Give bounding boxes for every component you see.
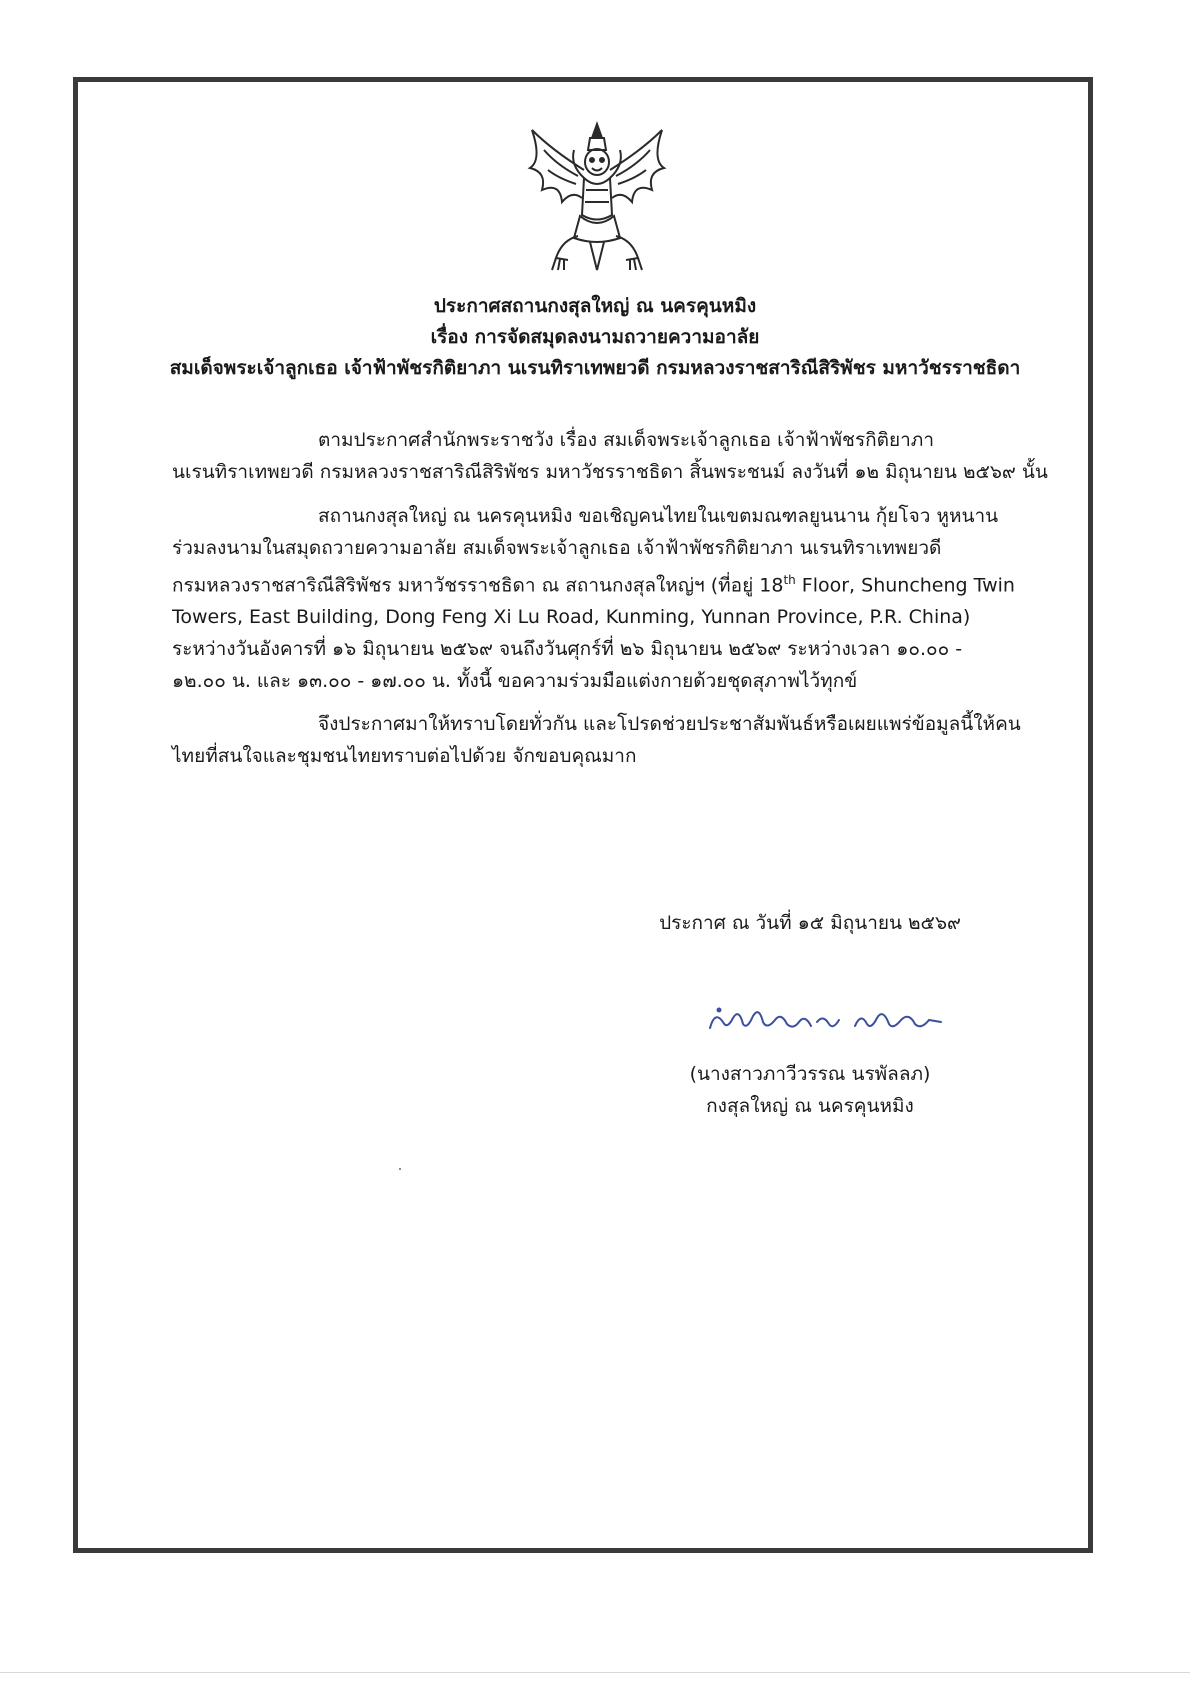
paragraph-line: ๑๒.๐๐ น. และ ๑๓.๐๐ - ๑๗.๐๐ น. ทั้งนี้ ขอความร่วมมือแต่งกายด้วยชุดสุภาพไว้ทุกข์ bbox=[172, 670, 858, 693]
paragraph-closing bbox=[172, 708, 1052, 772]
paragraph-invitation bbox=[172, 500, 1052, 697]
paragraph-line: จึงประกาศมาให้ทราบโดยทั่วกัน และโปรดช่วยประชาสัมพันธ์หรือเผยแพร่ข้อมูลนี้ให้คน bbox=[318, 713, 1021, 735]
ordinal-suffix: th bbox=[783, 573, 796, 587]
announcement-subject: เรื่อง การจัดสมุดลงนามถวายความอาลัย bbox=[430, 326, 760, 348]
handwritten-signature bbox=[705, 1000, 955, 1040]
signer-name: (นางสาวภาวีวรรณ นรพัลลภ) bbox=[689, 1063, 931, 1085]
paragraph-line: นเรนทิราเทพยวดี กรมหลวงราชสาริณีสิริพัชร มหาวัชรราชธิดา สิ้นพระชนม์ ลงวันที่ ๑๒ มิถุนายน ๒๕๖๙ นั้น bbox=[172, 461, 1048, 483]
announcement-date: ประกาศ ณ วันที่ ๑๕ มิถุนายน ๒๕๖๙ bbox=[659, 912, 961, 934]
paragraph-line: สถานกงสุลใหญ่ ณ นครคุนหมิง ขอเชิญคนไทยในเขตมณฑลยูนนาน กุ้ยโจว หูหนาน bbox=[318, 505, 999, 527]
announcement-title: ประกาศสถานกงสุลใหญ่ ณ นครคุนหมิง bbox=[433, 295, 757, 317]
scan-speck bbox=[399, 1168, 401, 1170]
announcement-royal-name: สมเด็จพระเจ้าลูกเธอ เจ้าฟ้าพัชรกิติยาภา นเรนทิราเทพยวดี กรมหลวงราชสาริณีสิริพัชร มหาวัชรราชธิดา bbox=[169, 357, 1021, 379]
garuda-emblem-icon bbox=[512, 120, 682, 280]
signer-position: กงสุลใหญ่ ณ นครคุนหมิง bbox=[706, 1095, 914, 1117]
address-text: Floor, Shuncheng Twin bbox=[795, 574, 1015, 597]
paragraph-line: ตามประกาศสำนักพระราชวัง เรื่อง สมเด็จพระเจ้าลูกเธอ เจ้าฟ้าพัชรกิติยาภา bbox=[318, 429, 934, 451]
paragraph-line: ระหว่างวันอังคารที่ ๑๖ มิถุนายน ๒๕๖๙ จนถึงวันศุกร์ที่ ๒๖ มิถุนายน ๒๕๖๙ ระหว่างเวลา ๑๐.๐๐ - bbox=[172, 638, 963, 661]
address-text: กรมหลวงราชสาริณีสิริพัชร มหาวัชรราชธิดา ณ สถานกงสุลใหญ่ฯ (ที่อยู่ 18 bbox=[172, 574, 784, 597]
page-bottom-edge bbox=[0, 1672, 1190, 1673]
paragraph-line-address bbox=[172, 564, 1052, 601]
paragraph-line: ร่วมลงนามในสมุดถวายความอาลัย สมเด็จพระเจ้าลูกเธอ เจ้าฟ้าพัชรกิติยาภา นเรนทิราเทพยวดี bbox=[172, 537, 942, 559]
paragraph-line: Towers, East Building, Dong Feng Xi Lu Road, Kunming, Yunnan Province, P.R. China) bbox=[172, 606, 971, 629]
paragraph-line: ไทยที่สนใจและชุมชนไทยทราบต่อไปด้วย จักขอบคุณมาก bbox=[172, 745, 637, 767]
paragraph-reference bbox=[172, 424, 1052, 488]
